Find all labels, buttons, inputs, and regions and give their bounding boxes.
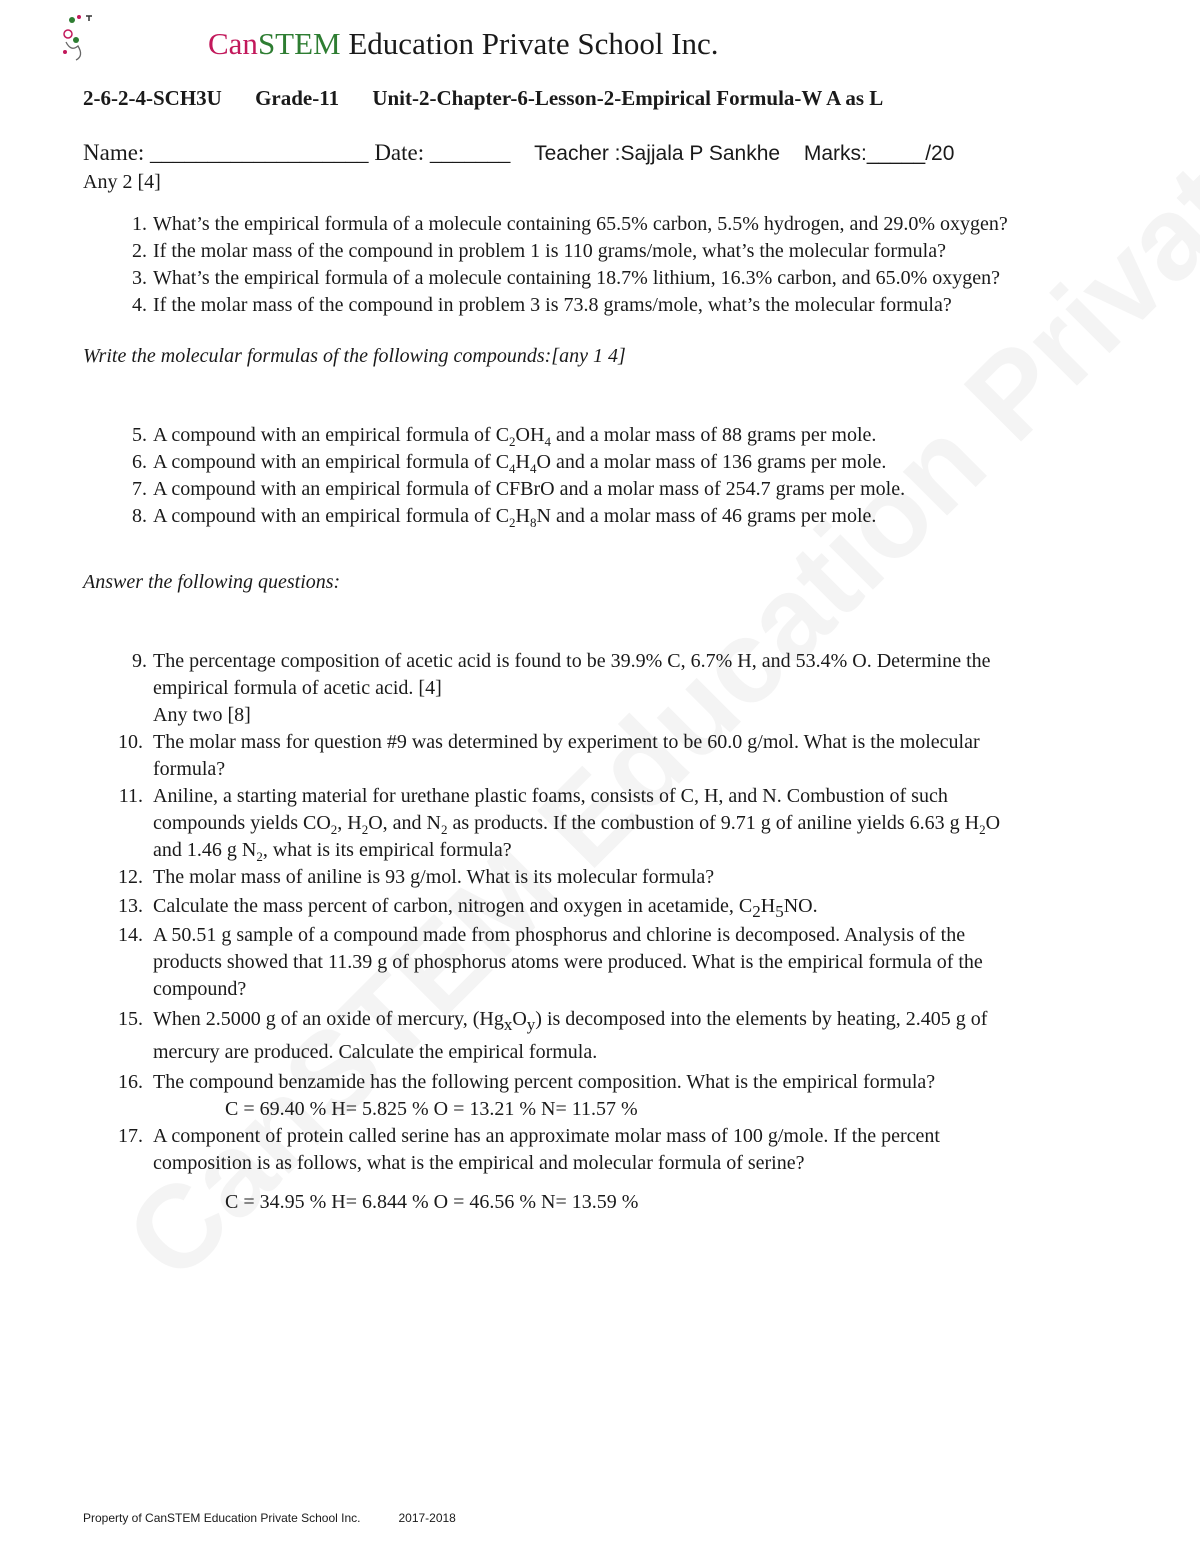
- question-13: [83, 891, 1000, 922]
- list-item: [83, 449, 905, 476]
- item-text: A 50.51 g sample of a compound made from phosphorus and chlorine is decomposed. Analysis of the: [153, 924, 966, 946]
- item-text: H: [760, 895, 776, 917]
- list-item: [83, 238, 1008, 265]
- formula-subscript: 8: [530, 515, 537, 530]
- item-number: 3.: [132, 267, 147, 289]
- item-text: ) is decomposed into the elements by heating, 2.405 g of: [535, 1008, 988, 1030]
- item-number: 14.: [118, 924, 143, 946]
- question-10: [83, 729, 1000, 783]
- item-text: O: [985, 812, 1001, 834]
- date-field[interactable]: Date: _______: [374, 140, 511, 165]
- item-text: mercury are produced. Calculate the empirical formula.: [153, 1041, 598, 1063]
- formula-subscript: 4: [509, 461, 516, 476]
- item-text: compound?: [153, 978, 247, 1000]
- formula-subscript: 4: [544, 434, 551, 449]
- lesson-title: Unit-2-Chapter-6-Lesson-2-Empirical Formula-W A as L: [372, 86, 884, 110]
- item-number: 13.: [118, 895, 143, 917]
- question-15: [83, 1003, 1000, 1069]
- teacher-label: Teacher :Sajjala P Sankhe: [534, 142, 781, 165]
- item-text: The molar mass of aniline is 93 g/mol. What is its molecular formula?: [153, 866, 715, 888]
- item-number: 17.: [118, 1125, 143, 1147]
- list-item: [83, 503, 905, 530]
- item-prefix: A compound with an empirical formula of: [153, 505, 496, 527]
- section2-list: [83, 422, 905, 530]
- item-rest: and a molar mass of 88 grams per mole.: [550, 424, 877, 446]
- formula-part: C: [495, 424, 510, 446]
- item-prefix: A compound with an empirical formula of: [153, 424, 496, 446]
- item-text: If the molar mass of the compound in problem 3 is 73.8 grams/mole, what’s the molecular formula?: [153, 294, 952, 316]
- item-text: O, and N: [368, 812, 441, 834]
- item-number: 9.: [132, 650, 147, 672]
- item-number: 10.: [118, 731, 143, 753]
- course-code: 2-6-2-4-SCH3U: [83, 86, 222, 110]
- item-rest: and a molar mass of 136 grams per mole.: [550, 451, 887, 473]
- item-text: Any two [8]: [153, 704, 251, 726]
- item-text: , H: [337, 812, 362, 834]
- item-number: 15.: [118, 1008, 143, 1030]
- question-14: [83, 922, 1000, 1003]
- list-item: [83, 211, 1008, 238]
- name-field[interactable]: Name: ___________________: [83, 140, 369, 165]
- item-rest: and a molar mass of 46 grams per mole.: [550, 505, 877, 527]
- item-text: What’s the empirical formula of a molecule containing 18.7% lithium, 16.3% carbon, and 65.0% oxygen?: [153, 267, 1000, 289]
- list-item: [83, 265, 1008, 292]
- formula-subscript: 4: [530, 461, 537, 476]
- marks-field: Marks:_____/20: [803, 142, 955, 165]
- item-text: The compound benzamide has the following percent composition. What is the empirical formula?: [153, 1071, 936, 1093]
- item-text: as products. If the combustion of 9.71 g of aniline yields 6.63 g H: [447, 812, 980, 834]
- formula-part: O: [536, 451, 551, 473]
- formula-part: C: [495, 451, 510, 473]
- list-item: [83, 422, 905, 449]
- formula-subscript: 2: [509, 434, 516, 449]
- item-text: composition is as follows, what is the empirical and molecular formula of serine?: [153, 1152, 805, 1174]
- formula-subscript: 2: [441, 822, 448, 837]
- question-16: [83, 1069, 1000, 1123]
- item-text: Calculate the mass percent of carbon, nitrogen and oxygen in acetamide, C: [153, 895, 753, 917]
- item-number: 5.: [132, 424, 147, 446]
- item-text: empirical formula of acetic acid. [4]: [153, 677, 442, 699]
- school-name-can: Can: [208, 26, 258, 61]
- item-text: O: [512, 1008, 527, 1030]
- formula-subscript: 2: [979, 822, 986, 837]
- worksheet-title: [83, 86, 911, 111]
- item-prefix: A compound with an empirical formula of: [153, 478, 496, 500]
- item-text: A component of protein called serine has an approximate molar mass of 100 g/mole. If the percent: [153, 1125, 940, 1147]
- percent-composition: C = 69.40 % H= 5.825 % O = 13.21 % N= 11.57 %: [225, 1098, 638, 1120]
- question-9: [83, 648, 1000, 729]
- section1-instruction: Any 2 [4]: [83, 171, 161, 193]
- formula-subscript: 2: [256, 849, 263, 864]
- question-17: [83, 1123, 1000, 1216]
- item-rest: and a molar mass of 254.7 grams per mole.: [554, 478, 906, 500]
- footer-property: Property of CanSTEM Education Private School Inc.: [83, 1511, 361, 1525]
- footer-year: 2017-2018: [398, 1511, 456, 1525]
- item-text: The percentage composition of acetic acid is found to be 39.9% C, 6.7% H, and 53.4% O. Determine the: [153, 650, 991, 672]
- item-number: 2.: [132, 240, 147, 262]
- item-text: When 2.5000 g of an oxide of mercury, (Hg: [153, 1008, 504, 1030]
- item-number: 8.: [132, 505, 147, 527]
- formula-part: H: [515, 505, 530, 527]
- item-number: 12.: [118, 866, 143, 888]
- list-item: [83, 476, 905, 503]
- school-name: [208, 26, 719, 62]
- item-text: What’s the empirical formula of a molecule containing 65.5% carbon, 5.5% hydrogen, and 29.0% oxygen?: [153, 213, 1008, 235]
- item-prefix: A compound with an empirical formula of: [153, 451, 496, 473]
- item-text: , what is its empirical formula?: [262, 839, 512, 861]
- formula-subscript: 2: [752, 902, 761, 921]
- item-number: 4.: [132, 294, 147, 316]
- percent-composition: C = 34.95 % H= 6.844 % O = 46.56 % N= 13.59 %: [225, 1191, 639, 1213]
- formula-part: CFBrO: [495, 478, 555, 500]
- section3-instruction: Answer the following questions:: [83, 571, 341, 593]
- formula-part: OH: [515, 424, 545, 446]
- item-number: 16.: [118, 1071, 143, 1093]
- item-text: and 1.46 g N: [153, 839, 257, 861]
- formula-subscript: y: [526, 1015, 536, 1034]
- formula-subscript: 2: [330, 822, 338, 837]
- grade-label: Grade-11: [255, 86, 340, 110]
- item-text: compounds yields CO: [153, 812, 331, 834]
- section2-instruction: Write the molecular formulas of the following compounds:[any 1 4]: [83, 345, 626, 367]
- school-name-stem: STEM: [257, 26, 341, 61]
- page-footer: [83, 1511, 456, 1525]
- formula-part: C: [495, 505, 510, 527]
- item-number: 11.: [118, 785, 143, 807]
- formula-subscript: 2: [509, 515, 516, 530]
- list-item: [83, 292, 1008, 319]
- question-12: [83, 864, 1000, 891]
- item-text: The molar mass for question #9 was determined by experiment to be 60.0 g/mol. What is the molecular: [153, 731, 980, 753]
- formula-subscript: 5: [775, 902, 784, 921]
- item-number: 6.: [132, 451, 147, 473]
- item-text: NO.: [783, 895, 818, 917]
- school-logo: [56, 12, 100, 66]
- item-text: If the molar mass of the compound in problem 1 is 110 grams/mole, what’s the molecular formula?: [153, 240, 946, 262]
- item-number: 7.: [132, 478, 147, 500]
- formula-subscript: x: [503, 1015, 513, 1034]
- item-text: products showed that 11.39 g of phosphorus atoms were produced. What is the empirical formula of the: [153, 951, 983, 973]
- item-text: Aniline, a starting material for urethane plastic foams, consists of C, H, and N. Combustion of such: [153, 785, 948, 807]
- student-info-line: [83, 140, 954, 166]
- school-name-rest: Education Private School Inc.: [340, 26, 719, 61]
- formula-part: N: [536, 505, 551, 527]
- formula-part: H: [515, 451, 530, 473]
- section1-list: [83, 211, 1008, 319]
- question-11: [83, 783, 1000, 864]
- formula-subscript: 2: [361, 822, 369, 837]
- item-text: formula?: [153, 758, 226, 780]
- section3-list: [83, 648, 1000, 1216]
- item-number: 1.: [132, 213, 147, 235]
